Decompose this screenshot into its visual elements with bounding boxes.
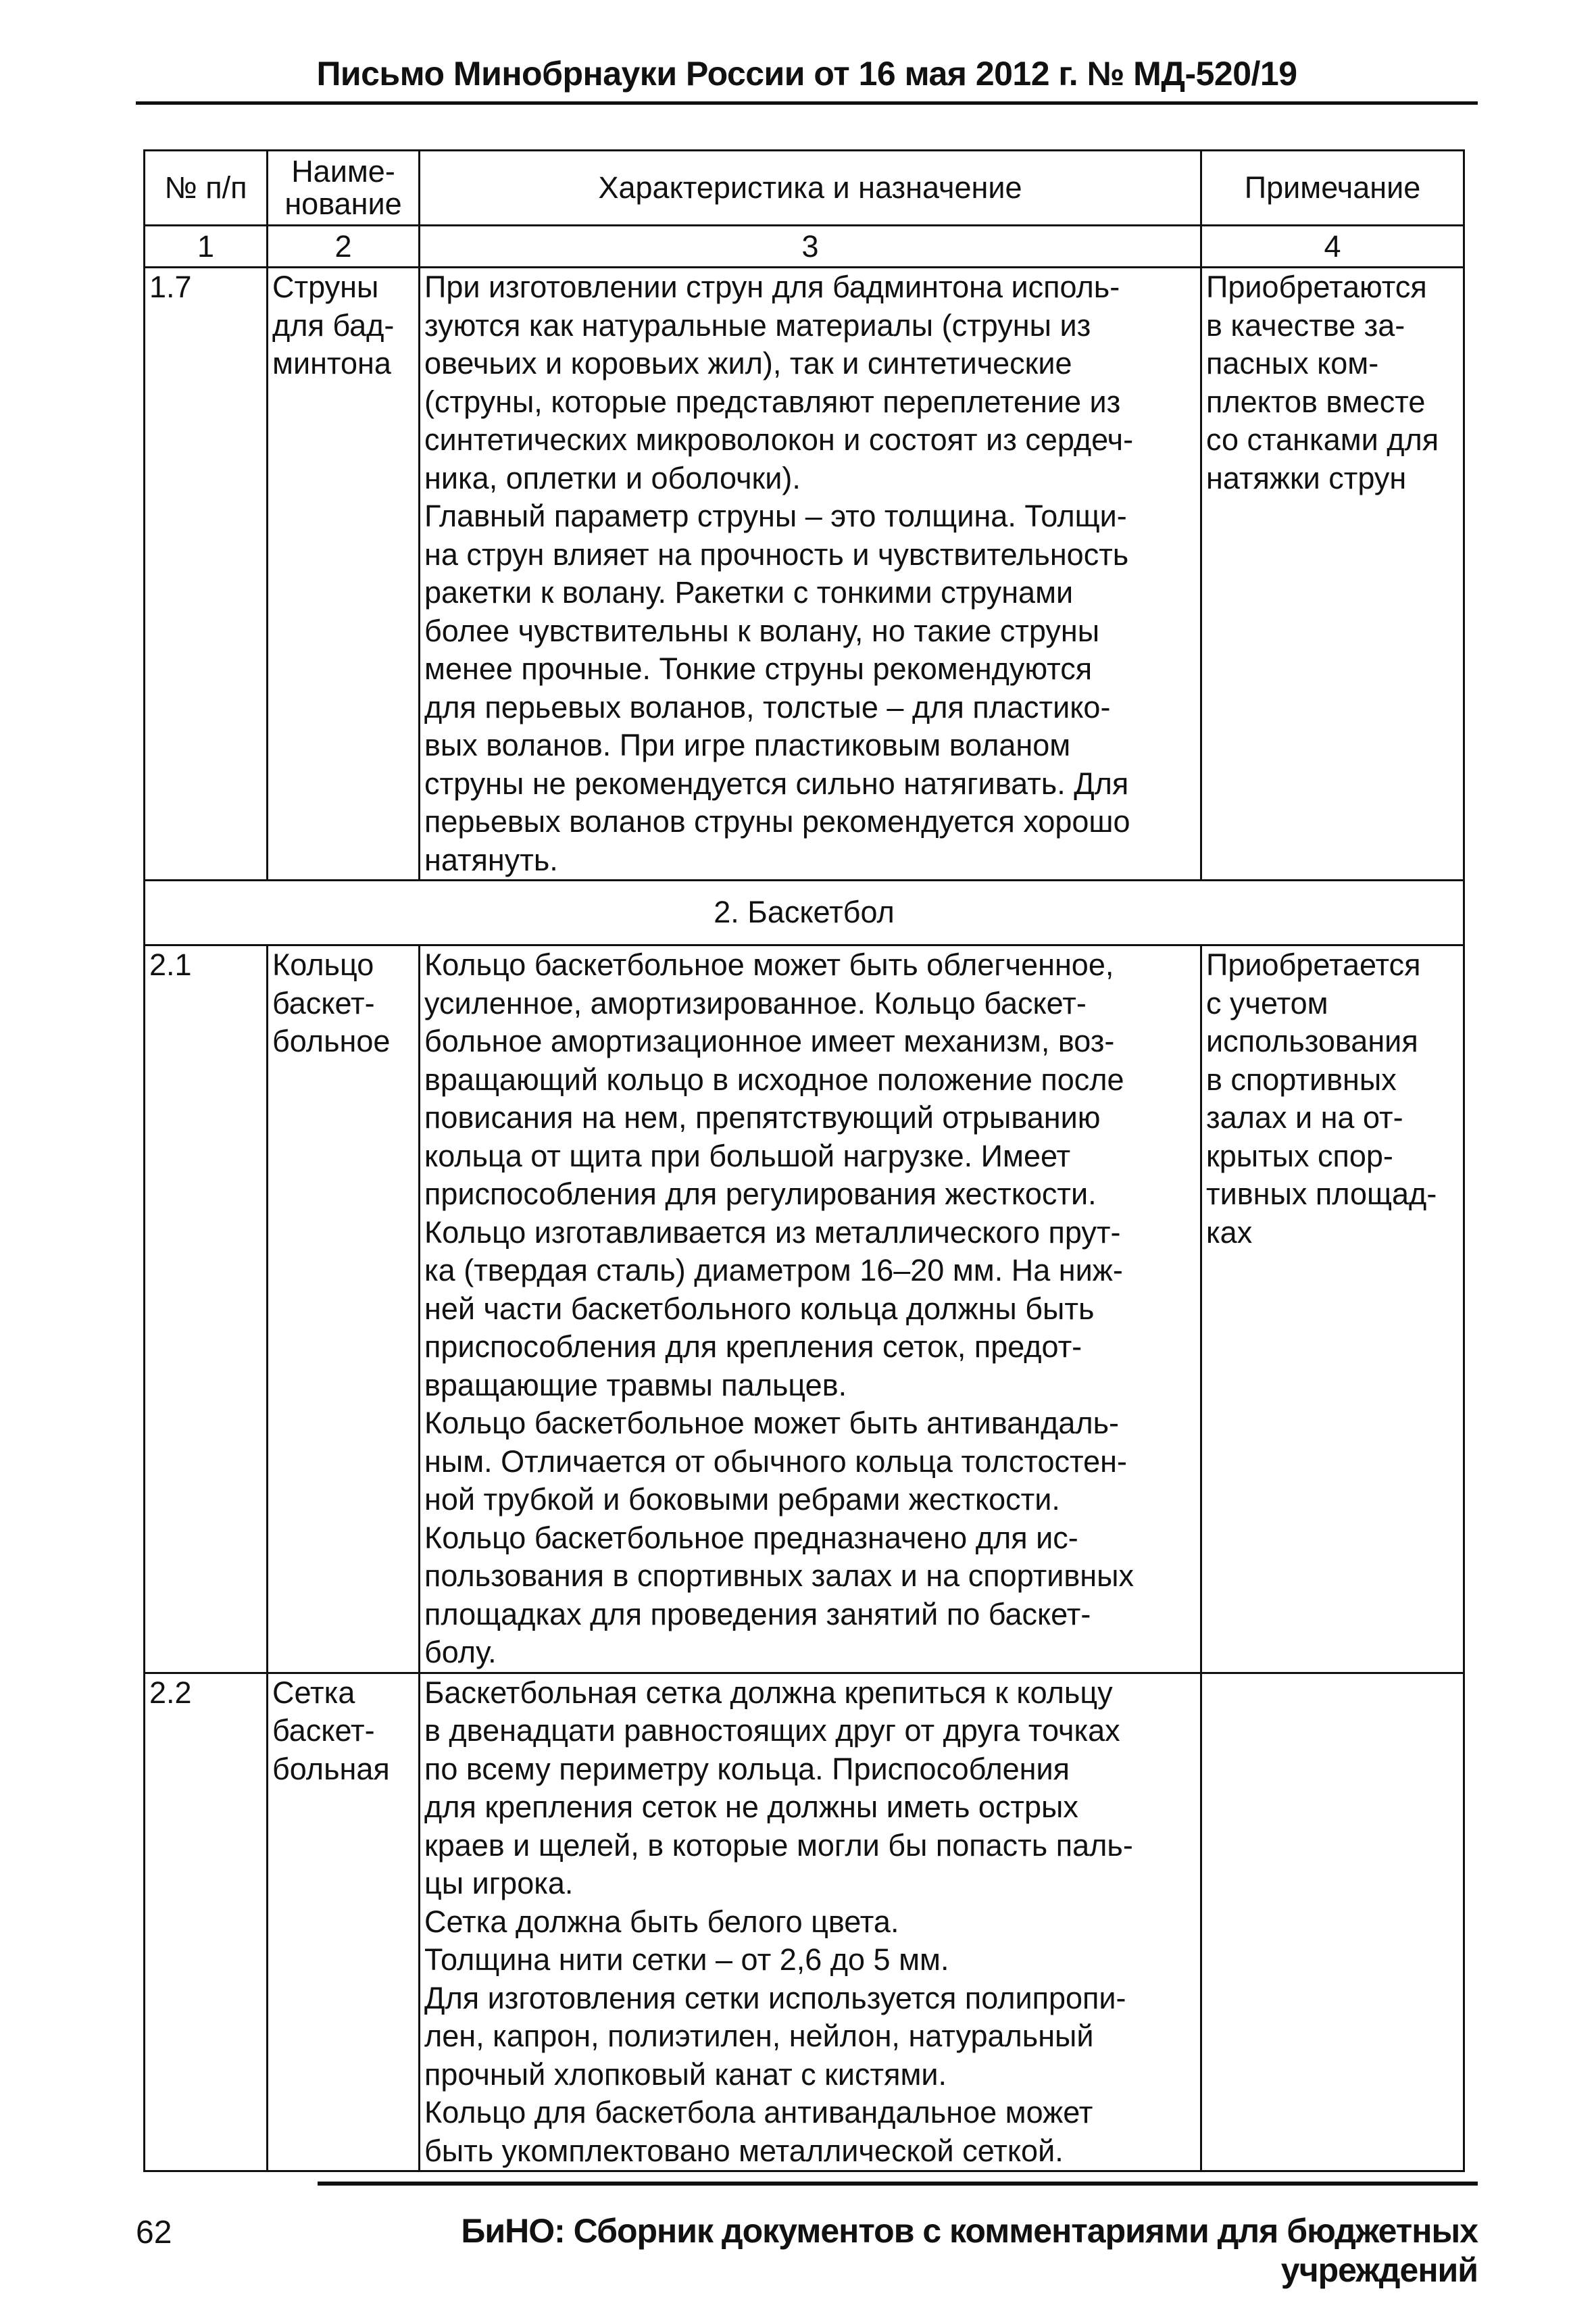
equipment-table <box>143 149 1465 2172</box>
text-line: синтетических микроволокон и состоят из сердеч- <box>424 422 1134 457</box>
text-line: ка (твердая сталь) диаметром 16–20 мм. На ниж- <box>424 1253 1123 1287</box>
text-line: пасных ком- <box>1206 346 1379 380</box>
text-line: в качестве за- <box>1206 307 1405 343</box>
row-name <box>268 1673 420 2171</box>
text-line: крытых спор- <box>1206 1138 1393 1173</box>
text-line: При изготовлении струн для бадминтона исполь- <box>424 270 1120 304</box>
text-line: зуются как натуральные материалы (струны из <box>424 307 1091 343</box>
table-row <box>145 268 1464 881</box>
text-line: Кольцо баскетбольное может быть облегченное, <box>424 947 1114 982</box>
text-line: с учетом <box>1206 985 1328 1020</box>
row-number: 2.1 <box>145 945 268 1673</box>
table-row <box>145 945 1464 1673</box>
text-line: ной трубкой и боковыми ребрами жесткости. <box>424 1482 1060 1517</box>
footer-publication: БиНО: Сборник документов с комментариями для бюджетных учреждений <box>461 2212 1478 2289</box>
table-row <box>145 1673 1464 2171</box>
col-number-4: 4 <box>1201 226 1464 268</box>
section-heading: 2. Баскетбол <box>145 881 1464 945</box>
text-line: ках <box>1206 1214 1253 1250</box>
text-line: вых воланов. При игре пластиковым воланом <box>424 728 1071 762</box>
text-line: кольца от щита при большой нагрузке. Имеет <box>424 1138 1071 1173</box>
text-line: плектов вместе <box>1206 384 1426 419</box>
text-line: натянуть. <box>424 842 558 877</box>
row-note <box>1201 945 1464 1673</box>
text-line: Приобретается <box>1206 947 1421 982</box>
text-line: тивных площад- <box>1206 1177 1437 1211</box>
text-line: перьевых воланов струны рекомендуется хорошо <box>424 804 1130 839</box>
text-line: Кольцо для баскетбола антивандальное может <box>424 2095 1093 2130</box>
row-note <box>1201 268 1464 881</box>
text-line: овечьих и коровьих жил), так и синтетические <box>424 346 1072 380</box>
text-line: больная <box>272 1751 390 1786</box>
text-line: (струны, которые представляют переплетение из <box>424 384 1121 419</box>
col-header-note: Примечание <box>1201 151 1464 226</box>
text-line: площадках для проведения занятий по баскет- <box>424 1596 1091 1631</box>
text-line: больное амортизационное имеет механизм, воз- <box>424 1024 1115 1058</box>
text-line: для бад- <box>272 307 395 343</box>
col-header-name: Наиме- нование <box>268 151 420 226</box>
page-header-title: Письмо Минобрнауки России от 16 мая 2012 г. № МД-520/19 <box>316 55 1297 93</box>
text-line: Кольцо <box>272 947 374 982</box>
text-line: ракетки к волану. Ракетки с тонкими струнами <box>424 575 1074 610</box>
text-line: Толщина нити сетки – от 2,6 до 5 мм. <box>424 1942 949 1977</box>
row-note <box>1201 1673 1464 2171</box>
text-line: Сетка должна быть белого цвета. <box>424 1904 899 1939</box>
text-line: на струн влияет на прочность и чувствительность <box>424 537 1129 572</box>
text-line: струны не рекомендуется сильно натягивать. Для <box>424 766 1129 801</box>
text-line: Главный параметр струны – это толщина. Толщи- <box>424 499 1127 533</box>
header-divider <box>136 101 1478 105</box>
text-line: приспособления для регулирования жесткости. <box>424 1177 1097 1211</box>
text-line: со станками для <box>1206 422 1439 457</box>
col-number-3: 3 <box>420 226 1201 268</box>
text-line: повисания на нем, препятствующий отрыванию <box>424 1100 1101 1135</box>
row-name <box>268 268 420 881</box>
row-name <box>268 945 420 1673</box>
text-line: краев и щелей, в которые могли бы попасть паль- <box>424 1827 1133 1863</box>
text-line: Кольцо баскетбольное может быть антивандаль- <box>424 1406 1120 1440</box>
text-line: пользования в спортивных залах и на спортивных <box>424 1558 1134 1593</box>
footer-divider <box>318 2182 1478 2186</box>
text-line: лен, капрон, полиэтилен, нейлон, натуральный <box>424 2019 1094 2053</box>
text-line: прочный хлопковый канат с кистями. <box>424 2057 947 2092</box>
text-line: ней части баскетбольного кольца должны быть <box>424 1291 1095 1326</box>
row-description <box>420 1673 1201 2171</box>
text-line: Для изготовления сетки используется полипропи- <box>424 1980 1126 2015</box>
text-line: Кольцо изготавливается из металлического прут- <box>424 1214 1121 1250</box>
text-line: Приобретаются <box>1206 270 1427 304</box>
col-number-1: 1 <box>145 226 268 268</box>
text-line: быть укомплектовано металлической сеткой. <box>424 2133 1064 2168</box>
text-line: ным. Отличается от обычного кольца толстостен- <box>424 1444 1127 1479</box>
text-line: в двенадцати равностоящих друг от друга точках <box>424 1713 1120 1748</box>
text-line: баскет- <box>272 1713 375 1748</box>
text-line: использования <box>1206 1024 1418 1058</box>
row-number: 1.7 <box>145 268 268 881</box>
col-number-2: 2 <box>268 226 420 268</box>
page-number: 62 <box>136 2215 172 2250</box>
column-numbers-row <box>145 226 1464 268</box>
text-line: залах и на от- <box>1206 1100 1403 1135</box>
col-header-number: № п/п <box>145 151 268 226</box>
text-line: вращающий кольцо в исходное положение после <box>424 1062 1124 1097</box>
text-line: натяжки струн <box>1206 460 1407 495</box>
table-header-row <box>145 151 1464 226</box>
row-number: 2.2 <box>145 1673 268 2171</box>
row-description <box>420 945 1201 1673</box>
text-line: более чувствительны к волану, но такие струны <box>424 613 1100 648</box>
text-line: приспособления для крепления сеток, предот- <box>424 1329 1082 1364</box>
text-line: для крепления сеток не должны иметь острых <box>424 1790 1078 1824</box>
text-line: минтона <box>272 346 391 380</box>
text-line: по всему периметру кольца. Приспособления <box>424 1751 1070 1786</box>
text-line: Струны <box>272 270 379 304</box>
text-line: для перьевых воланов, толстые – для пластико- <box>424 689 1111 724</box>
text-line: Сетка <box>272 1675 355 1710</box>
text-line: больное <box>272 1024 391 1058</box>
row-description <box>420 268 1201 881</box>
text-line: Кольцо баскетбольное предназначено для ис- <box>424 1520 1078 1555</box>
section-row <box>145 881 1464 945</box>
text-line: усиленное, амортизированное. Кольцо баскет- <box>424 985 1087 1020</box>
text-line: болу. <box>424 1635 497 1669</box>
text-line: менее прочные. Тонкие струны рекомендуются <box>424 651 1093 686</box>
text-line: вращающие травмы пальцев. <box>424 1367 847 1402</box>
col-header-description: Характеристика и назначение <box>420 151 1201 226</box>
text-line: баскет- <box>272 985 375 1020</box>
text-line: ника, оплетки и оболочки). <box>424 460 801 495</box>
text-line: цы игрока. <box>424 1866 574 1900</box>
text-line: Баскетбольная сетка должна крепиться к кольцу <box>424 1675 1113 1710</box>
text-line: в спортивных <box>1206 1062 1397 1097</box>
